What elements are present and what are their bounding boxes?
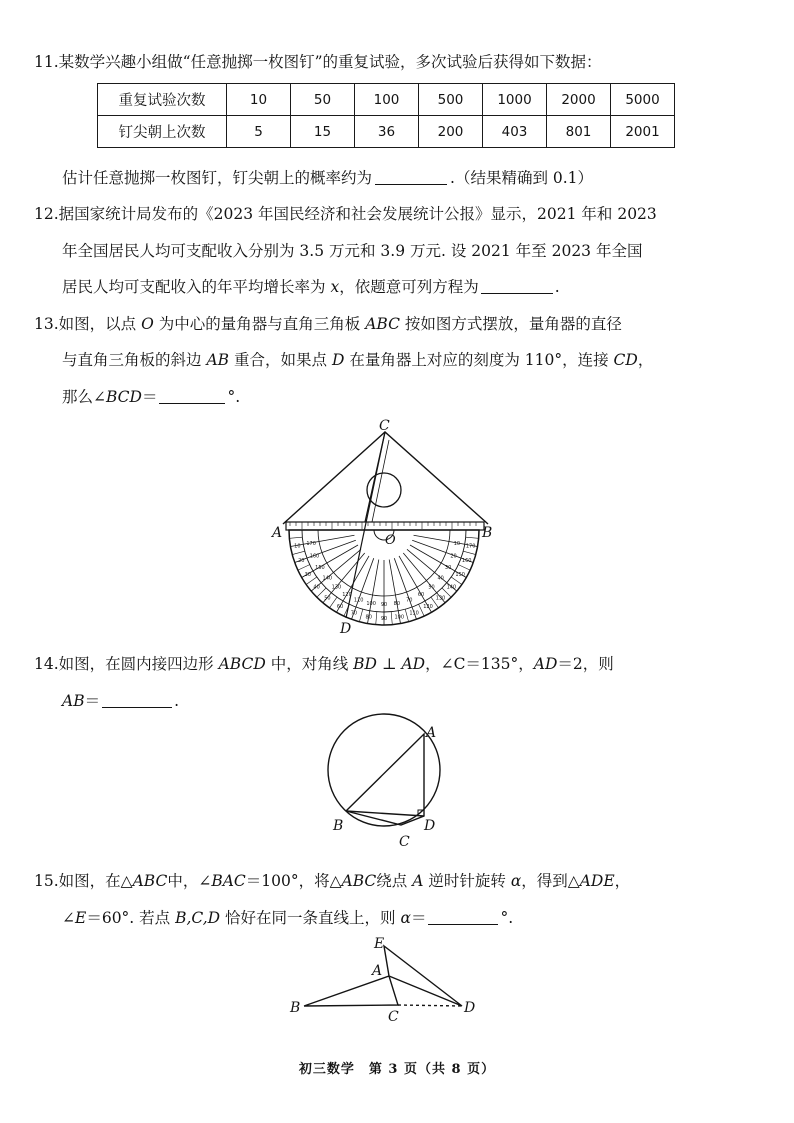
q12-line1 xyxy=(34,202,657,224)
q13-var-bcd: BCD xyxy=(106,388,142,406)
table-cell: 403 xyxy=(483,116,547,148)
protractor-tick xyxy=(317,588,326,597)
perpendicular-symbol: ⊥ xyxy=(381,655,397,673)
q13-var-cd: CD xyxy=(613,351,638,369)
q15-var-alpha: α xyxy=(510,872,522,890)
protractor-inner-label: 130 xyxy=(331,584,342,591)
q13-answer-blank[interactable] xyxy=(159,388,225,404)
quadrilateral-abcd xyxy=(346,734,424,825)
table-cell: 2001 xyxy=(611,116,675,148)
q15-var-bcd: B,C,D xyxy=(175,909,221,927)
q15-label-c: C xyxy=(388,1009,399,1025)
q13-text: 在量角器上对应的刻度为 110°，连接 xyxy=(349,351,609,369)
protractor-outer-label: 160 xyxy=(461,558,472,565)
protractor-tick xyxy=(399,556,435,612)
protractor-tick xyxy=(389,560,400,624)
protractor-tick xyxy=(463,551,476,554)
q13-number: 13. xyxy=(34,315,59,333)
q13-var-o: O xyxy=(141,315,154,333)
q15-line1 xyxy=(34,869,630,891)
protractor-inner-label: 20 xyxy=(450,553,457,560)
protractor-inner-label: 100 xyxy=(366,600,376,607)
table-cell: 801 xyxy=(547,116,611,148)
q13-label-b: B xyxy=(482,525,493,541)
q15-label-d: D xyxy=(464,1000,476,1016)
protractor-inner-label: 110 xyxy=(353,597,364,604)
protractor-tick xyxy=(292,551,305,554)
protractor-tick xyxy=(407,549,457,591)
q14-label-a: A xyxy=(426,725,437,741)
q11-number: 11. xyxy=(34,53,59,71)
table-row xyxy=(98,116,675,148)
protractor-center-arc xyxy=(374,530,394,540)
q15-text: °. xyxy=(500,909,514,927)
q15-text: ＝100°，将△ xyxy=(245,872,342,890)
protractor-inner-label: 140 xyxy=(322,575,333,582)
set-square-outline xyxy=(283,432,488,524)
protractor-outer-label: 140 xyxy=(446,584,457,591)
protractor-body xyxy=(289,530,479,625)
q13-text: °. xyxy=(227,388,241,406)
q13-text: 与直角三角板的斜边 xyxy=(62,351,202,369)
q14-var-abcd: ABCD xyxy=(218,655,266,673)
protractor-tick xyxy=(405,609,408,622)
protractor-outer-label: 10 xyxy=(294,543,301,550)
circumscribed-circle xyxy=(328,714,440,826)
q15-line2 xyxy=(62,906,513,928)
q13-label-a: A xyxy=(272,525,283,541)
q14-label-c: C xyxy=(399,834,410,850)
q12-number: 12. xyxy=(34,205,59,223)
table-cell: 1000 xyxy=(483,84,547,116)
table-cell: 10 xyxy=(227,84,291,116)
protractor-inner-arc xyxy=(302,530,466,612)
q13-line1 xyxy=(34,312,622,334)
protractor-tick xyxy=(302,545,358,578)
protractor-figure xyxy=(283,432,488,625)
q15-var-a: A xyxy=(412,872,424,890)
protractor-tick xyxy=(403,553,445,603)
table-cell: 50 xyxy=(291,84,355,116)
q14-text: 如图，在圆内接四边形 xyxy=(58,655,214,673)
q11-stem-text: 某数学兴趣小组做“任意抛掷一枚图钉”的重复试验，多次试验后获得如下数据： xyxy=(58,53,602,71)
table-cell: 2000 xyxy=(547,84,611,116)
right-angle-mark xyxy=(418,810,424,816)
protractor-tick xyxy=(352,558,374,619)
protractor-inner-label: 60 xyxy=(417,592,425,599)
q15-var-abc: ABC xyxy=(132,872,168,890)
q13-label-c: C xyxy=(379,418,390,434)
q12-line1-text: 据国家统计局发布的《2023 年国民经济和社会发展统计公报》显示，2021 年和 2023 xyxy=(58,205,657,223)
q11-question xyxy=(62,166,593,188)
protractor-tick xyxy=(414,535,478,546)
q14-text: ＝ xyxy=(84,692,101,710)
protractor-inner-label: 50 xyxy=(428,584,435,591)
q14-line1 xyxy=(34,652,614,674)
protractor-tick xyxy=(344,604,349,616)
triangle-ade xyxy=(384,946,462,1006)
protractor-outer-label: 170 xyxy=(465,543,476,550)
q12-var-x: x xyxy=(330,278,340,296)
protractor-tick xyxy=(295,540,356,565)
q13-var-abc: ABC xyxy=(365,315,400,333)
q12-line2 xyxy=(62,239,642,261)
q12-line3-suffix: ，依题意可列方程为 xyxy=(339,278,479,296)
dashed-segment-cd xyxy=(398,1005,462,1006)
q11-answer-blank[interactable] xyxy=(375,169,447,185)
protractor-inner-label: 150 xyxy=(315,565,325,571)
q15-text: 恰好在同一条直线上，则 xyxy=(225,909,396,927)
q15-label-b: B xyxy=(290,1000,301,1016)
q15-var-abc: ABC xyxy=(341,872,377,890)
q12-line3 xyxy=(62,275,560,297)
q14-answer-blank[interactable] xyxy=(102,692,172,708)
q15-answer-blank[interactable] xyxy=(428,909,498,925)
q11-data-table xyxy=(97,83,675,148)
q14-var-ad: AD xyxy=(533,655,558,673)
q13-text: 重合，如果点 xyxy=(233,351,327,369)
q13-var-ab: AB xyxy=(206,351,230,369)
protractor-tick xyxy=(410,545,466,578)
protractor-tick xyxy=(330,597,337,608)
protractor-ticks xyxy=(289,530,479,625)
table-cell: 5 xyxy=(227,116,291,148)
protractor-outer-label: 20 xyxy=(298,558,305,565)
q14-text: ，∠C＝135°， xyxy=(425,655,534,673)
protractor-tick xyxy=(391,612,392,625)
q15-var-e: E xyxy=(75,909,87,927)
protractor-inner-label: 80 xyxy=(393,600,401,607)
protractor-tick xyxy=(337,556,370,612)
q11-question-prefix: 估计任意抛掷一枚图钉，钉尖朝上的概率约为 xyxy=(62,169,373,187)
q12-line3-prefix: 居民人均可支配收入的年平均增长率为 xyxy=(62,278,326,296)
protractor-outer-label: 150 xyxy=(455,572,465,578)
q14-label-b: B xyxy=(333,818,344,834)
protractor-outer-label: 50 xyxy=(324,595,331,602)
protractor-tick xyxy=(458,565,470,570)
protractor-tick xyxy=(311,549,361,591)
protractor-tick xyxy=(298,565,310,570)
ruler-ticks xyxy=(290,522,476,529)
q11-question-suffix: .（结果精确到 0.1） xyxy=(450,169,594,187)
q13-text: 为中心的量角器与直角三角板 xyxy=(158,315,361,333)
q12-line3-end: . xyxy=(554,278,560,296)
q15-var-bac: BAC xyxy=(211,872,246,890)
q13-line3 xyxy=(62,385,240,407)
set-square-inner-edge xyxy=(365,432,385,522)
protractor-tick xyxy=(365,560,379,624)
protractor-tick xyxy=(451,577,462,584)
protractor-scale-labels xyxy=(294,541,475,622)
protractor-tick xyxy=(419,604,424,616)
q15-label-a: A xyxy=(372,963,383,979)
protractor-tick xyxy=(412,540,473,565)
q13-label-d: D xyxy=(340,621,352,637)
protractor-tick xyxy=(306,577,317,584)
protractor-tick xyxy=(394,558,416,619)
q11-stem xyxy=(34,50,602,72)
q12-line2-text: 年全国居民人均可支配收入分别为 3.5 万元和 3.9 万元. 设 2021 年至 2023 年全国 xyxy=(62,242,643,260)
protractor-inner-label: 90 xyxy=(380,602,388,608)
q15-text: 逆时针旋转 xyxy=(428,872,506,890)
protractor-outer-label: 120 xyxy=(423,604,433,611)
protractor-inner-label: 30 xyxy=(444,565,452,571)
q15-label-e: E xyxy=(374,936,385,952)
protractor-inner-label: 70 xyxy=(406,597,413,604)
protractor-tick xyxy=(442,588,451,597)
table-cell: 100 xyxy=(355,84,419,116)
q14-var-bd: BD xyxy=(353,655,377,673)
q15-var-alpha: α xyxy=(400,909,411,927)
protractor-outer-label: 100 xyxy=(394,614,405,621)
protractor-tick xyxy=(290,535,354,546)
protractor-tick xyxy=(376,612,377,625)
q13-line2 xyxy=(62,348,653,370)
q13-text: 按如图方式摆放，量角器的直径 xyxy=(404,315,622,333)
protractor-outer-label: 130 xyxy=(435,595,446,602)
protractor-outer-label: 80 xyxy=(365,614,372,621)
protractor-tick xyxy=(359,609,362,622)
protractor-tick xyxy=(466,537,479,538)
protractor-outer-label: 60 xyxy=(336,604,344,611)
protractor-inner-label: 170 xyxy=(306,540,316,547)
q14-var-ad: AD xyxy=(401,655,426,673)
q15-text: ，得到△ xyxy=(521,872,580,890)
q12-answer-blank[interactable] xyxy=(481,278,553,294)
segment-cd xyxy=(346,432,388,618)
q15-text: ＝60°. 若点 xyxy=(86,909,171,927)
set-square-inner-edge xyxy=(372,440,389,522)
q15-text: ∠ xyxy=(62,909,75,927)
table-cell: 500 xyxy=(419,84,483,116)
q14-number: 14. xyxy=(34,655,59,673)
protractor-tick xyxy=(289,537,302,538)
diagonal-bd xyxy=(346,811,424,816)
table-cell: 200 xyxy=(419,116,483,148)
q15-text: ＝ xyxy=(410,909,427,927)
protractor-inner-label: 120 xyxy=(342,592,352,599)
q15-text: 中，∠ xyxy=(167,872,212,890)
q15-text: 绕点 xyxy=(376,872,408,890)
page-footer: 初三数学 第 3 页（共 8 页） xyxy=(298,1062,496,1077)
table-cell: 5000 xyxy=(611,84,675,116)
q14-var-ab: AB xyxy=(62,692,85,710)
protractor-tick xyxy=(323,553,365,603)
set-square-hole xyxy=(367,473,401,507)
q14-text: . xyxy=(174,692,180,710)
table-cell: 36 xyxy=(355,116,419,148)
q14-line2 xyxy=(62,689,179,711)
q13-text: 如图，以点 xyxy=(58,315,137,333)
protractor-outer-label: 30 xyxy=(304,572,311,578)
protractor-outer-label: 40 xyxy=(313,584,320,591)
table-cell: 15 xyxy=(291,116,355,148)
protractor-outer-label: 70 xyxy=(350,610,358,617)
q15-var-ade: ADE xyxy=(579,872,615,890)
table-row xyxy=(98,84,675,116)
q13-label-o: O xyxy=(385,533,396,548)
table-header-trials: 重复试验次数 xyxy=(98,84,227,116)
q13-var-d: D xyxy=(331,351,345,369)
q13-text: ， xyxy=(637,351,654,369)
q13-text: ＝ xyxy=(141,388,158,406)
table-header-tip-up: 钉尖朝上次数 xyxy=(98,116,227,148)
protractor-outer-label: 90 xyxy=(380,616,388,622)
protractor-inner-label: 10 xyxy=(453,540,461,547)
protractor-tick xyxy=(431,597,438,608)
ruler-strip xyxy=(286,522,484,530)
q14-text: ＝2，则 xyxy=(557,655,614,673)
q15-number: 15. xyxy=(34,872,59,890)
q14-text: 中，对角线 xyxy=(270,655,349,673)
q15-text: ， xyxy=(614,872,631,890)
q13-text: 那么∠ xyxy=(62,388,106,406)
protractor-inner-label: 40 xyxy=(437,575,444,582)
protractor-outer-label: 110 xyxy=(409,610,419,617)
q15-text: 如图，在△ xyxy=(58,872,133,890)
q14-label-d: D xyxy=(424,818,436,834)
triangle-abc xyxy=(304,976,398,1006)
protractor-inner-label: 160 xyxy=(309,553,320,560)
